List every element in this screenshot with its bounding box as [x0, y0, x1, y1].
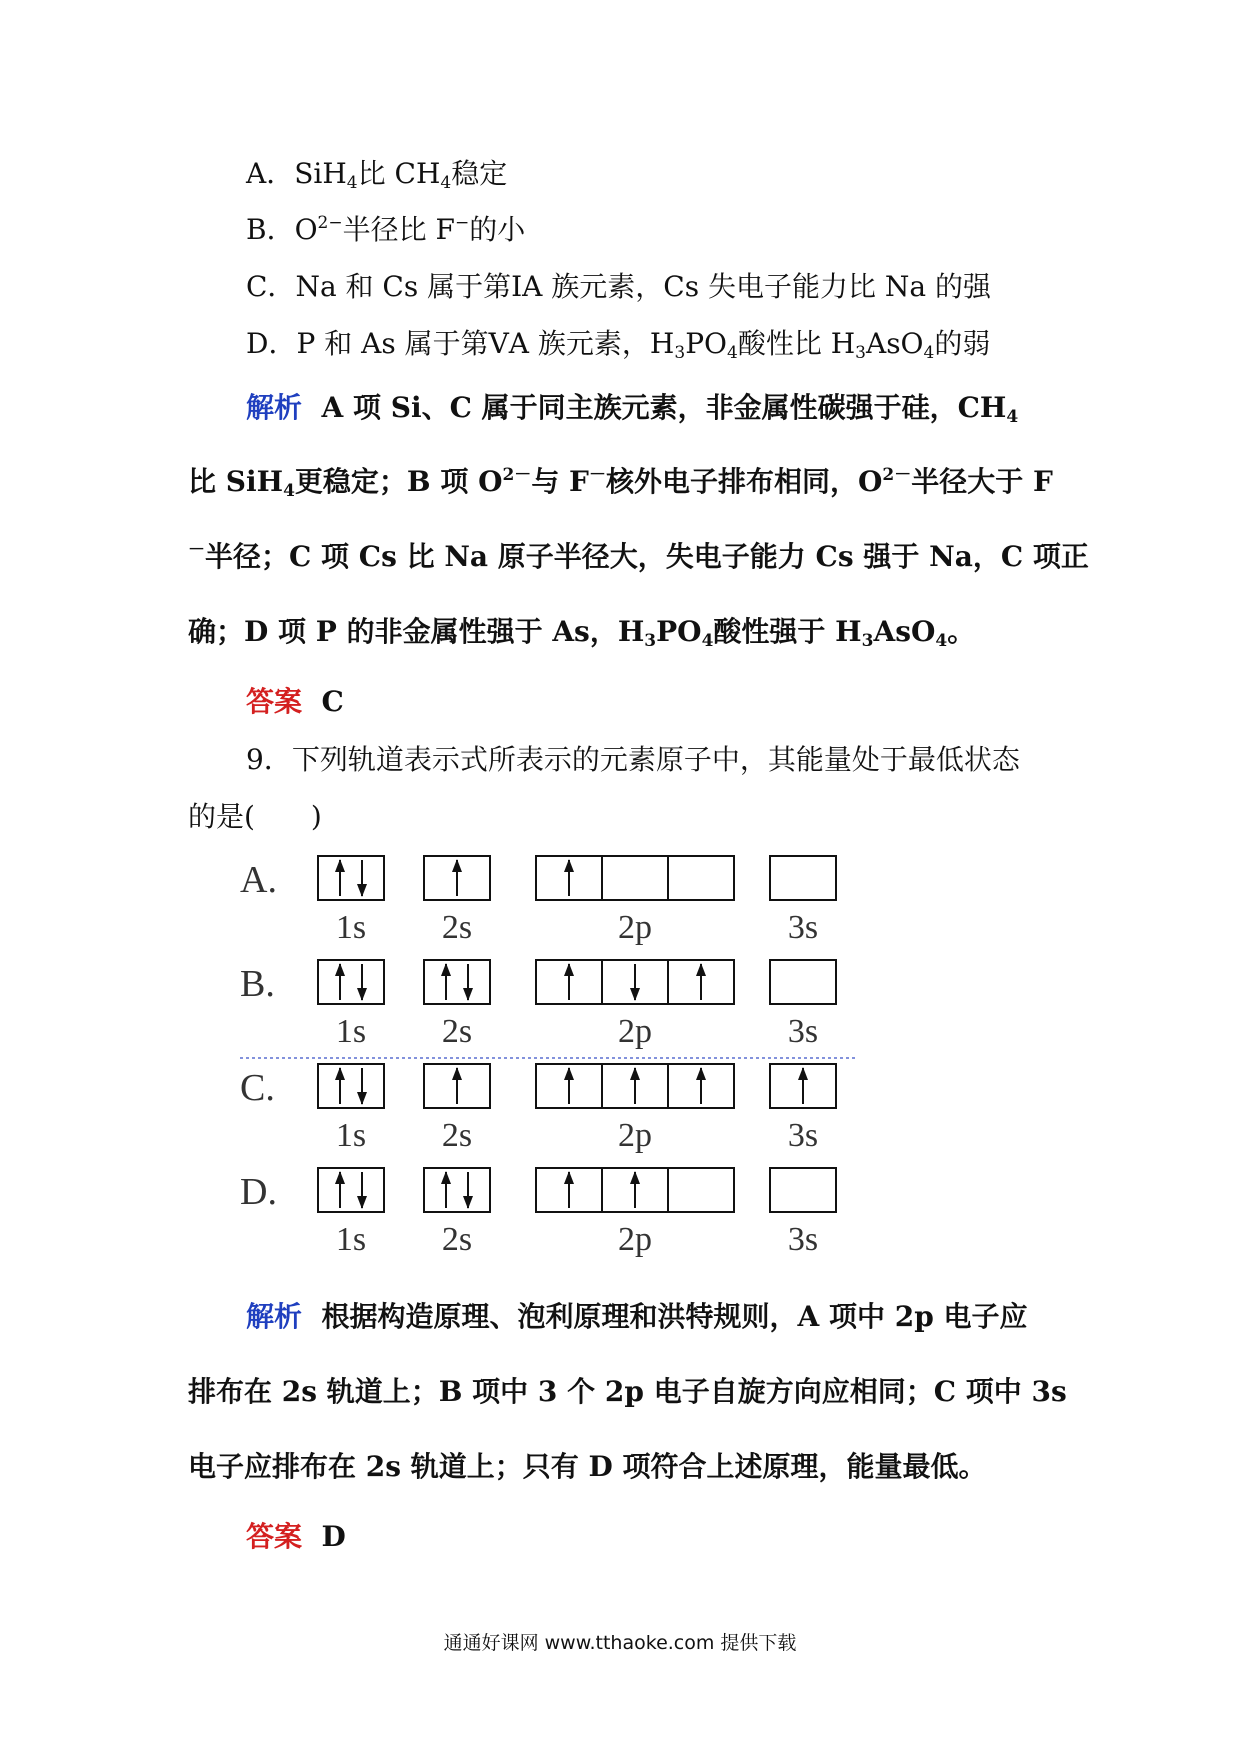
down-arrow-icon [357, 860, 367, 897]
down-arrow-icon [357, 1068, 367, 1105]
up-arrow-icon [798, 1067, 808, 1104]
explanation8-line4: 确；D 项 P 的非金属性强于 As，$H_3PO_4$酸性强于 $H_3AsO_4$。 [188, 615, 976, 651]
orbital-label-3s: 3s [787, 1117, 819, 1154]
orbital-label-3s: 3s [787, 909, 819, 946]
down-arrow-icon [357, 964, 367, 1001]
orbital-box [318, 856, 384, 900]
up-arrow-icon [564, 1067, 574, 1104]
answer-label: 答案 [246, 1520, 303, 1553]
up-arrow-icon [564, 1171, 574, 1208]
explanation8-line3: －半径；C 项 Cs 比 Na 原子半径大，失电子能力 Cs 强于 Na，C 项正 [188, 540, 1089, 573]
down-arrow-icon [463, 964, 473, 1001]
explanation-label: 解析 [246, 391, 303, 424]
orbital-label-3s: 3s [787, 1013, 819, 1050]
up-arrow-icon [452, 1067, 462, 1104]
orbital-label-1s: 1s [335, 909, 367, 946]
orbital-label-2p: 2p [618, 1013, 652, 1050]
orbital-label-2p: 2p [618, 909, 652, 946]
orbital-box [770, 856, 836, 900]
up-arrow-icon [335, 859, 345, 896]
orbital-label-2p: 2p [618, 1117, 652, 1154]
explanation9-line2: 排布在 2s 轨道上；B 项中 3 个 2p 电子自旋方向应相同；C 项中 3s [188, 1375, 1067, 1408]
orbital-box [668, 1168, 734, 1212]
explanation-label: 解析 [246, 1300, 303, 1333]
orbital-row-c [240, 1064, 836, 1154]
up-arrow-icon [564, 963, 574, 1000]
orbital-row-b [240, 960, 836, 1050]
orbital-label-2s: 2s [441, 1117, 473, 1154]
up-arrow-icon [441, 1171, 451, 1208]
footer-credit: 通通好课网 www.tthaoke.com 提供下载 [443, 1632, 797, 1654]
up-arrow-icon [335, 1067, 345, 1104]
orbital-diagram-figure [240, 850, 880, 1270]
explanation8-line2: 比 SiH$_4$更稳定；B 项 $O^{2-}$与 F－核外电子排布相同，$O^{2-}$半径大于 F [188, 465, 1053, 501]
down-arrow-icon [463, 1172, 473, 1209]
option-c: C．Na 和 Cs 属于第ⅠA 族元素，Cs 失电子能力比 Na 的强 [246, 270, 991, 303]
orbital-row-label: A. [240, 859, 277, 901]
option-a: A．SiH$_4$比 $CH_4$稳定 [246, 157, 508, 193]
orbital-label-1s: 1s [335, 1221, 367, 1258]
orbital-box [424, 1168, 490, 1212]
orbital-box [602, 856, 668, 900]
up-arrow-icon [335, 963, 345, 1000]
down-arrow-icon [357, 1172, 367, 1209]
up-arrow-icon [696, 963, 706, 1000]
orbital-label-1s: 1s [335, 1013, 367, 1050]
explanation9-line3: 电子应排布在 2s 轨道上；只有 D 项符合上述原理，能量最低。 [188, 1450, 987, 1483]
up-arrow-icon [630, 1171, 640, 1208]
orbital-box [770, 960, 836, 1004]
orbital-label-2p: 2p [618, 1221, 652, 1258]
option-d: D．P 和 As 属于第ⅤA 族元素，$H_3PO_4$酸性比 $H_3AsO_4$的弱 [246, 327, 991, 363]
orbital-box [424, 960, 490, 1004]
up-arrow-icon [696, 1067, 706, 1104]
up-arrow-icon [564, 859, 574, 896]
up-arrow-icon [441, 963, 451, 1000]
up-arrow-icon [335, 1171, 345, 1208]
option-b: B．$O^{2-}$半径比 F−的小 [246, 213, 526, 246]
down-arrow-icon [630, 964, 640, 1001]
orbital-label-2s: 2s [441, 1221, 473, 1258]
orbital-box [318, 960, 384, 1004]
orbital-label-3s: 3s [787, 1221, 819, 1258]
orbital-box [318, 1064, 384, 1108]
orbital-box [770, 1168, 836, 1212]
orbital-row-d [240, 1168, 836, 1258]
answer-value: C [321, 685, 344, 718]
orbital-row-label: B. [240, 963, 275, 1005]
answer-value: D [321, 1520, 346, 1553]
up-arrow-icon [452, 859, 462, 896]
orbital-row-a [240, 856, 836, 946]
answer9 [246, 1515, 346, 1555]
orbital-row-label: D. [240, 1171, 277, 1213]
answer8 [246, 680, 344, 720]
explanation9-line1: 解析 根据构造原理、泡利原理和洪特规则，A 项中 2p 电子应 [246, 1300, 1028, 1333]
orbital-label-1s: 1s [335, 1117, 367, 1154]
answer-label: 答案 [246, 685, 303, 718]
up-arrow-icon [630, 1067, 640, 1104]
orbital-box [318, 1168, 384, 1212]
orbital-box [668, 856, 734, 900]
orbital-label-2s: 2s [441, 1013, 473, 1050]
orbital-row-label: C. [240, 1067, 275, 1109]
explanation8-line1: 解析 A 项 Si、C 属于同主族元素，非金属性碳强于硅，$CH_4$ [246, 391, 1019, 427]
question9-line1: 9．下列轨道表示式所表示的元素原子中，其能量处于最低状态 [246, 743, 1020, 776]
orbital-label-2s: 2s [441, 909, 473, 946]
question9-line2: 的是( ) [188, 800, 322, 833]
